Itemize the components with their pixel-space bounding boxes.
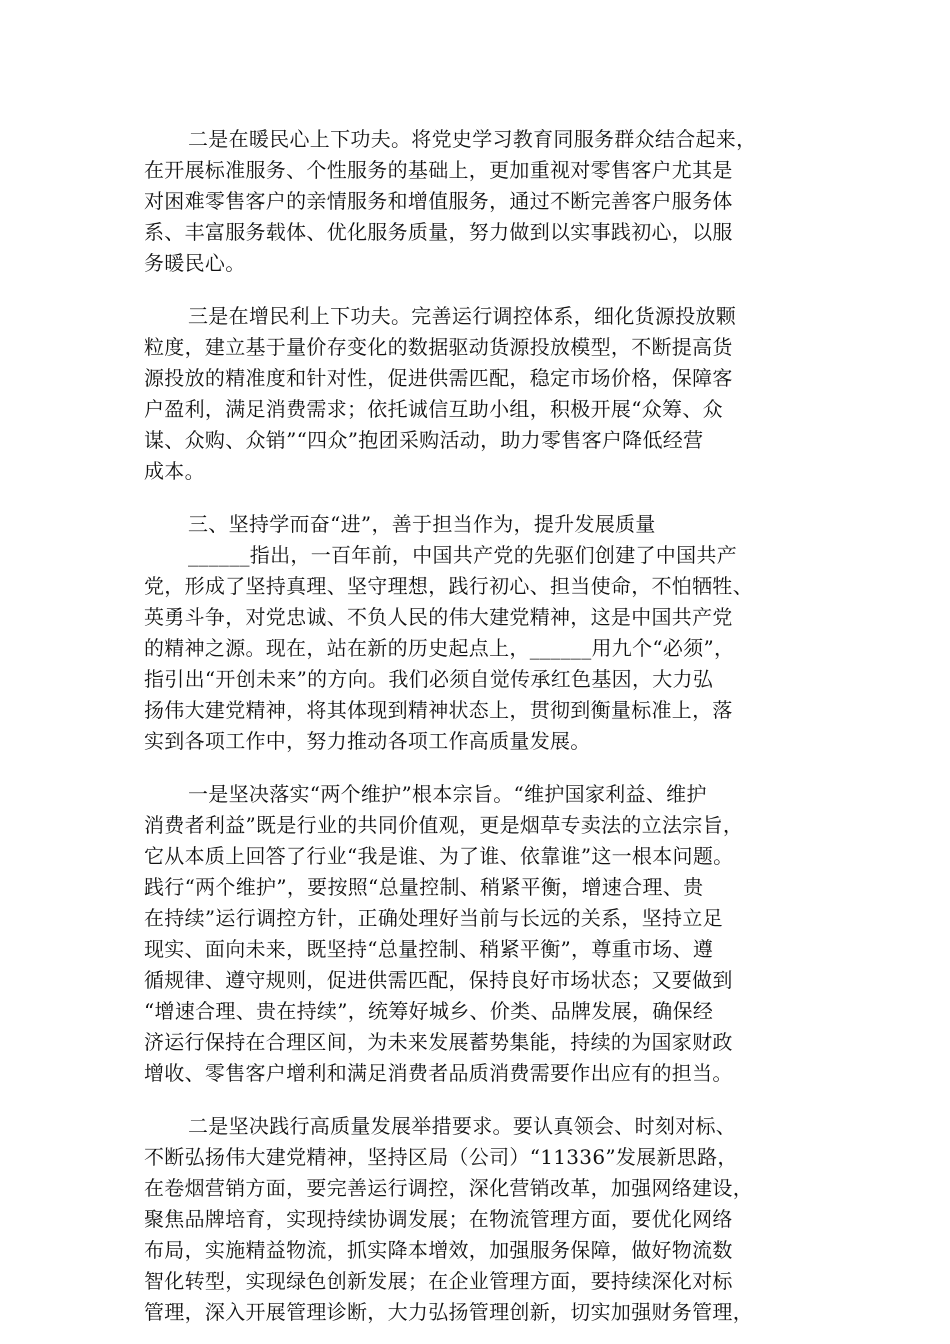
paragraph-high-quality-development [144,1111,820,1328]
text-line: 二是在暖民心上下功夫。将党史学习教育同服务群众结合起来， [188,127,757,151]
text-line: 三是在增民利上下功夫。完善运行调控体系，细化货源投放颗 [188,304,737,328]
document-page [144,124,820,1328]
text-line: 一是坚决落实“两个维护”根本宗旨。“维护国家利益、维护 [188,782,707,806]
text-line: 济运行保持在合理区间，为未来发展蓄势集能，持续的为国家财政 [144,1030,733,1054]
text-line: 对困难零售客户的亲情服务和增值服务，通过不断完善客户服务体 [144,189,733,213]
text-line: 源投放的精准度和针对性，促进供需匹配，稳定市场价格，保障客 [144,366,733,390]
text-line: 智化转型，实现绿色创新发展；在企业管理方面，要持续深化对标 [144,1269,733,1293]
text-line: 扬伟大建党精神，将其体现到精神状态上，贯彻到衡量标准上，落 [144,698,733,722]
section-heading-text: 三、坚持学而奋“进”，善于担当作为，提升发展质量 [188,512,656,536]
text-line: ______指出，一百年前，中国共产党的先驱们创建了中国共产 [188,543,737,567]
text-line: 在卷烟营销方面，要完善运行调控，深化营销改革，加强网络建设， [144,1176,753,1200]
text-line: 消费者利益”既是行业的共同价值观，更是烟草专卖法的立法宗旨， [144,813,744,837]
text-line: 践行“两个维护”，要按照“总量控制、稍紧平衡，增速合理、贵 [144,875,704,899]
text-line: 系、丰富服务载体、优化服务质量，努力做到以实事践初心，以服 [144,220,733,244]
text-line: 二是坚决践行高质量发展举措要求。要认真领会、时刻对标、 [188,1114,737,1138]
text-line: 循规律、遵守规则，促进供需匹配，保持良好市场状态；又要做到 [144,968,733,992]
text-line: 实到各项工作中，努力推动各项工作高质量发展。 [144,729,591,753]
text-line: 谋、众购、众销”“四众”抱团采购活动，助力零售客户降低经营 [144,428,704,452]
text-line: 管理，深入开展管理诊断，大力弘扬管理创新，切实加强财务管理， [144,1300,753,1324]
text-line: 户盈利，满足消费需求；依托诚信互助小组，积极开展“众筹、众 [144,397,723,421]
text-line: “增速合理、贵在持续”，统筹好城乡、价类、品牌发展，确保经 [144,999,714,1023]
text-line: 它从本质上回答了行业“我是谁、为了谁、依靠谁”这一根本问题。 [144,844,734,868]
text-line: 不断弘扬伟大建党精神，坚持区局（公司）“11336”发展新思路， [144,1145,738,1169]
text-line: 布局，实施精益物流，抓实降本增效，加强服务保障，做好物流数 [144,1238,733,1262]
text-line: 党，形成了坚持真理、坚守理想，践行初心、担当使命，不怕牺牲、 [144,574,753,598]
text-line: 增收、零售客户增利和满足消费者品质消费需要作出应有的担当。 [144,1061,733,1085]
text-line: 指引出“开创未来”的方向。我们必须自觉传承红色基因，大力弘 [144,667,714,691]
paragraph-spacer [144,1089,820,1111]
text-line: 成本。 [144,459,205,483]
paragraph-warm-hearts [144,124,820,279]
paragraph-two-safeguards [144,779,820,1089]
paragraph-increase-benefits [144,301,820,487]
text-line: 在持续”运行调控方针，正确处理好当前与长远的关系，坚持立足 [144,906,723,930]
paragraph-spacer [144,279,820,301]
text-line: 在开展标准服务、个性服务的基础上，更加重视对零售客户尤其是 [144,158,733,182]
text-line: 聚焦品牌培育，实现持续协调发展；在物流管理方面，要优化网络 [144,1207,733,1231]
text-line: 务暖民心。 [144,251,246,275]
section-heading [144,509,820,540]
text-line: 的精神之源。现在，站在新的历史起点上，______用九个“必须”， [144,636,735,660]
text-line: 英勇斗争，对党忠诚、不负人民的伟大建党精神，这是中国共产党 [144,605,733,629]
paragraph-spacer [144,757,820,779]
paragraph-party-spirit [144,540,820,757]
text-line: 粒度，建立基于量价存变化的数据驱动货源投放模型，不断提高货 [144,335,733,359]
paragraph-spacer [144,487,820,509]
text-line: 现实、面向未来，既坚持“总量控制、稍紧平衡”，尊重市场、遵 [144,937,714,961]
